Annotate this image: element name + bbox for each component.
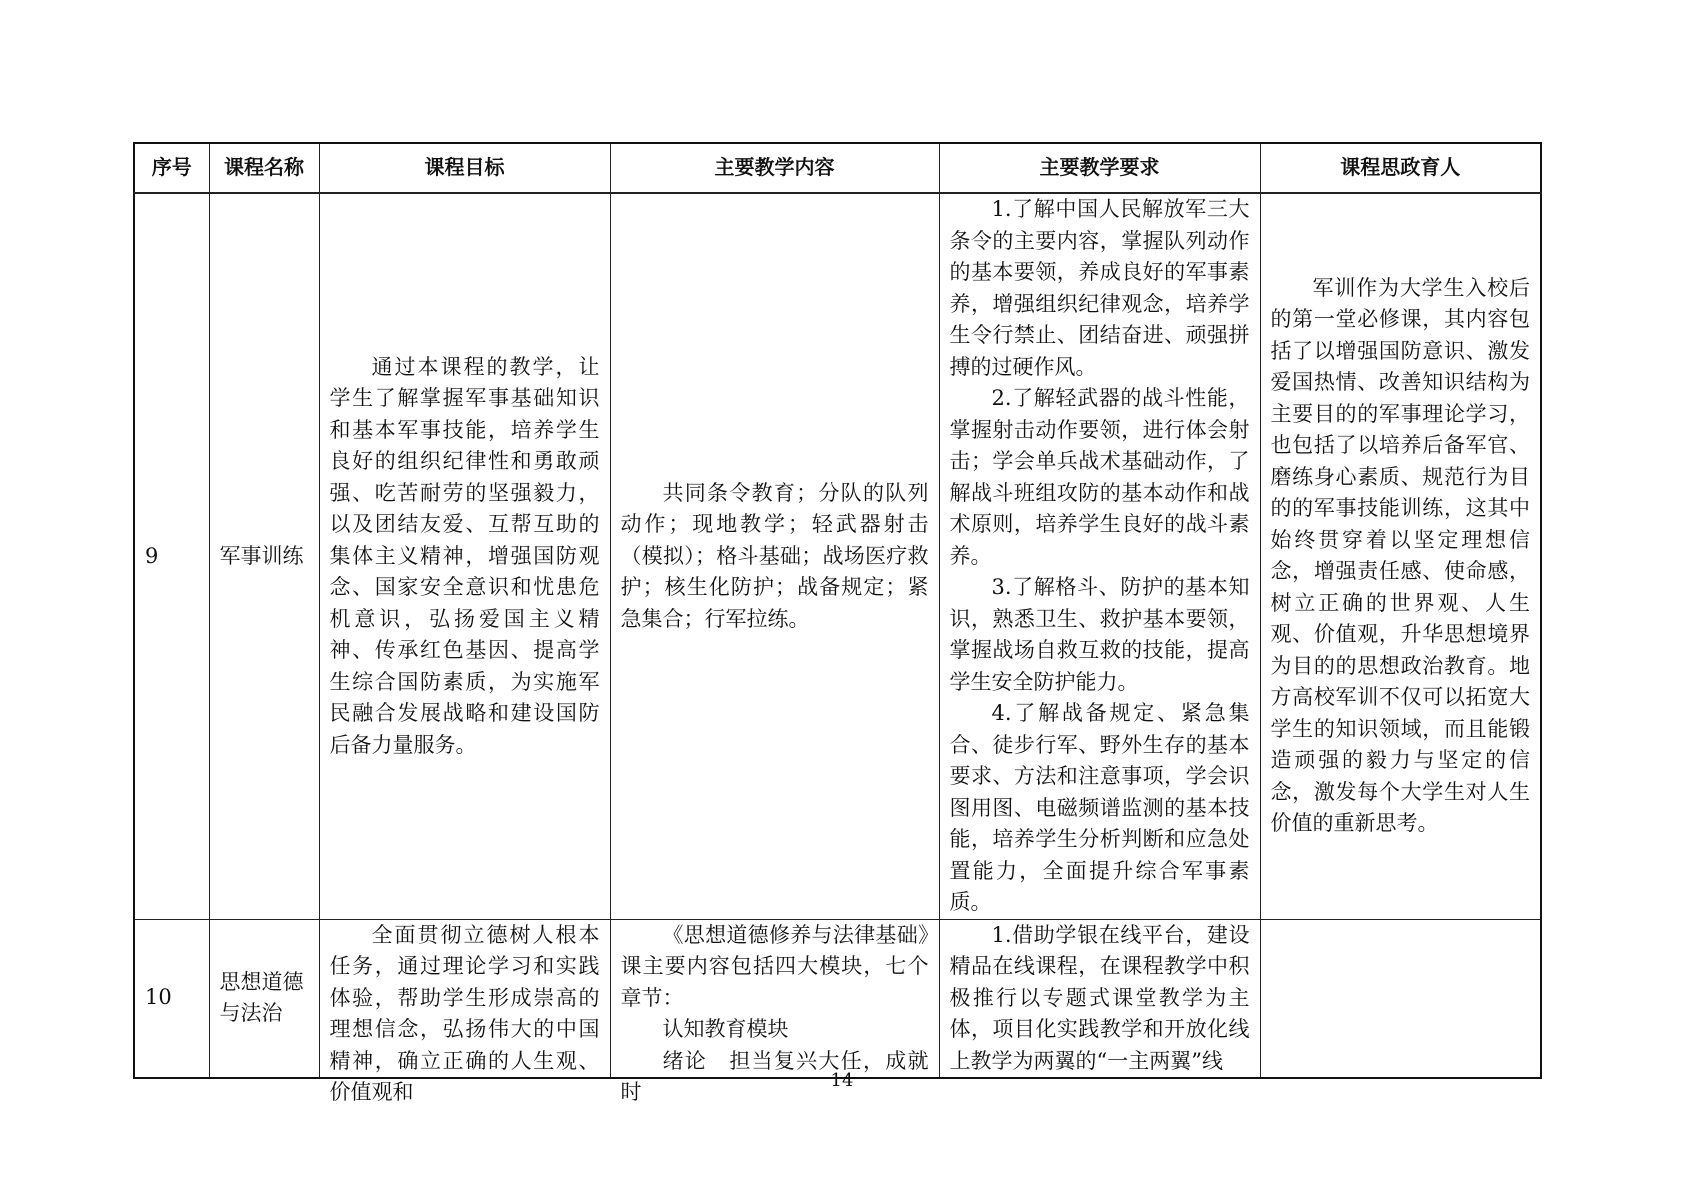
- header-goal: 课程目标: [319, 143, 610, 193]
- header-requirements: 主要教学要求: [939, 143, 1260, 193]
- page-number: 14: [830, 1070, 854, 1091]
- requirement-item: 4.了解战备规定、紧急集合、徒步行军、野外生存的基本要求、方法和注意事项，学会识图用图、电磁频谱监测的基本技能，培养学生分析判断和应急处置能力，全面提升综合军事素质。: [949, 701, 1250, 914]
- row-ideology: [1260, 193, 1541, 919]
- content-text: 认知教育模块: [662, 1017, 789, 1041]
- header-no: 序号: [134, 143, 209, 193]
- table-row: [134, 919, 1541, 1078]
- row-ideology: [1260, 919, 1541, 1078]
- requirement-item: 2.了解轻武器的战斗性能，掌握射击动作要领，进行体会射击；学会单兵战术基础动作，了解战斗班组攻防的基本动作和战术原则，培养学生良好的战斗素养。: [949, 386, 1250, 568]
- content-text: 共同条令教育；分队的队列动作；现地教学；轻武器射击（模拟）；格斗基础；战场医疗救护；核生化防护；战备规定；紧急集合；行军拉练。: [620, 480, 929, 631]
- header-name: 课程名称: [209, 143, 319, 193]
- row-content: [610, 193, 939, 919]
- content-text: 绪论 担当复兴大任，成就时: [620, 1048, 929, 1104]
- row-requirements: [939, 193, 1260, 919]
- requirement-item: 1.了解中国人民解放军三大条令的主要内容，掌握队列动作的基本要领，养成良好的军事素养，增强组织纪律观念，培养学生令行禁止、团结奋进、顽强拼搏的过硬作风。: [949, 197, 1250, 379]
- header-content: 主要教学内容: [610, 143, 939, 193]
- table-row: [134, 193, 1541, 919]
- row-requirements: [939, 919, 1260, 1078]
- row-goal: [319, 193, 610, 919]
- content-text: 《思想道德修养与法律基础》课主要内容包括四大模块，七个章节：: [620, 922, 929, 1010]
- row-no: 9: [134, 193, 209, 919]
- ideology-text: 军训作为大学生入校后的第一堂必修课，其内容包括了以增强国防意识、激发爱国热情、改善知识结构为主要目的的军事理论学习，也包括了以培养后备军官、磨练身心素质、规范行为目的的军事技能训练，这其中始终贯穿着以坚定理想信念，增强责任感、使命感，树立正确的世界观、人生观、价值观，升华思想境界为目的的思想政治教育。地方高校军训不仅可以拓宽大学生的知识领域，而且能锻造顽强的毅力与坚定的信念，激发每个大学生对人生价值的重新思考。: [1270, 275, 1530, 836]
- header-ideology: 课程思政育人: [1260, 143, 1541, 193]
- requirement-item: 3.了解格斗、防护的基本知识，熟悉卫生、救护基本要领，掌握战场自救互救的技能，提高学生安全防护能力。: [949, 575, 1250, 694]
- goal-text: 通过本课程的教学，让学生了解掌握军事基础知识和基本军事技能，培养学生良好的组织纪律性和勇敢顽强、吃苦耐劳的坚强毅力，以及团结友爱、互帮互助的集体主义精神，增强国防观念、国家安全意识和忧患危机意识，弘扬爱国主义精神、传承红色基因、提高学生综合国防素质，为实施军民融合发展战略和建设国防后备力量服务。: [329, 354, 600, 757]
- goal-text: 全面贯彻立德树人根本任务，通过理论学习和实践体验，帮助学生形成崇高的理想信念，弘扬伟大的中国精神，确立正确的人生观、价值观和: [329, 922, 600, 1104]
- row-name: 军事训练: [209, 193, 319, 919]
- requirement-item: 1.借助学银在线平台，建设精品在线课程，在课程教学中积极推行以专题式课堂教学为主体，项目化实践教学和开放化线上教学为两翼的“一主两翼”线: [949, 922, 1250, 1073]
- row-no: 10: [134, 919, 209, 1078]
- header-row: [134, 143, 1541, 193]
- row-goal: [319, 919, 610, 1104]
- row-name: 思想道德与法治: [209, 919, 319, 1078]
